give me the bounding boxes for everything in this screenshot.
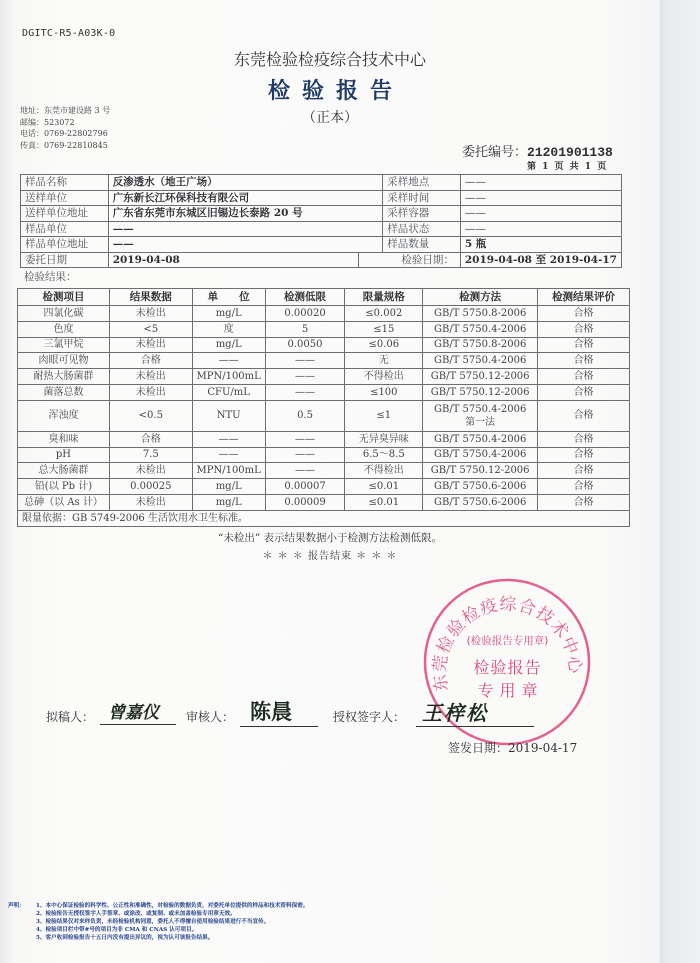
info-row	[21, 252, 622, 268]
commission-number-label: 委托编号：	[462, 145, 528, 160]
cell-unit: NTU	[192, 400, 265, 431]
info-row	[21, 190, 622, 206]
contact-postcode: 邮编：523072	[20, 117, 75, 127]
cell-verdict: 合格	[538, 321, 630, 337]
report-title: 检验报告	[267, 79, 404, 104]
sample-quantity-value: 5 瓶	[460, 237, 621, 253]
cell-limit: ≤100	[345, 384, 423, 400]
contact-phone: 电话：0769-22802796	[20, 129, 108, 138]
cell-lod: 0.00020	[265, 306, 345, 322]
cell-result: 合格	[109, 431, 192, 447]
organization-name: 东莞检验检疫综合技术中心	[233, 50, 426, 69]
sampling-container-value: ——	[460, 206, 621, 222]
cell-lod: ——	[265, 463, 345, 479]
cell-item: 色度	[18, 321, 110, 337]
test-date-label: 检验日期：	[359, 252, 460, 268]
sampling-time-value: ——	[460, 190, 621, 206]
table-row	[18, 306, 630, 322]
contact-block	[20, 105, 110, 151]
cell-result: 未检出	[109, 463, 192, 479]
reviewer-label: 审核人：	[186, 710, 235, 724]
sampling-container-label: 采样容器	[383, 206, 461, 222]
column-header-lod: 检测低限	[265, 289, 345, 306]
commission-number: 21201901138	[527, 145, 613, 160]
cell-limit: 不得检出	[345, 369, 423, 385]
cell-result: 未检出	[109, 384, 192, 400]
column-header-unit: 单 位	[192, 289, 265, 306]
limit-basis: 限量依据：GB 5749-2006 生活饮用水卫生标准。	[18, 510, 630, 526]
cell-unit: ——	[192, 353, 265, 369]
table-row	[18, 447, 630, 463]
cell-method: GB/T 5750.4-2006	[423, 353, 538, 369]
cell-unit: MPN/100mL	[192, 369, 265, 385]
issue-date-value: 2019-04-17	[508, 741, 578, 755]
sample-state-label: 样品状态	[383, 221, 461, 237]
cell-verdict: 合格	[538, 431, 630, 447]
drafter-label: 拟稿人：	[46, 710, 95, 724]
limit-basis-row	[18, 510, 630, 526]
cell-unit: ——	[192, 431, 265, 447]
column-header-limit: 限量规格	[345, 289, 423, 306]
cell-limit: ≤0.06	[345, 337, 423, 353]
cell-method: GB/T 5750.12-2006	[423, 463, 538, 479]
results-header-row	[18, 289, 630, 306]
cell-limit: ≤0.002	[345, 306, 423, 322]
cell-lod: 0.00009	[265, 494, 345, 510]
cell-lod: 0.00007	[265, 479, 345, 495]
sampling-time-label: 采样时间	[383, 190, 461, 206]
sender-value: 广东新长江环保科技有限公司	[108, 190, 383, 206]
cell-item: 铅(以 Pb 计)	[18, 479, 110, 495]
cell-method: GB/T 5750.12-2006	[423, 384, 538, 400]
table-row	[18, 463, 630, 479]
cell-item: 耐热大肠菌群	[18, 369, 110, 385]
cell-method: GB/T 5750.8-2006	[423, 337, 538, 353]
cell-verdict: 合格	[538, 337, 630, 353]
sender-address-label: 送样单位地址	[21, 206, 109, 222]
report-end-marker: ＊ ＊ ＊ 报告结束 ＊ ＊ ＊	[262, 551, 398, 562]
results-section-label: 检验结果：	[24, 271, 77, 283]
column-header-method: 检测方法	[423, 289, 538, 306]
cell-limit: ≤0.01	[345, 494, 423, 510]
cell-method: GB/T 5750.6-2006	[423, 479, 538, 495]
cell-limit: ≤0.01	[345, 479, 423, 495]
sample-state-value: ——	[460, 221, 621, 237]
info-row	[21, 175, 622, 191]
sample-name-label: 样品名称	[21, 175, 109, 191]
table-row	[18, 400, 630, 431]
seal-center-line1: 检验报告	[473, 658, 542, 677]
cell-verdict: 合格	[538, 369, 630, 385]
disclaimer-label: 声明：	[8, 903, 25, 909]
cell-unit: MPN/100mL	[192, 463, 265, 479]
cell-item: 四氯化碳	[18, 306, 110, 322]
cell-item: 菌落总数	[18, 384, 110, 400]
issue-date-label: 签发日期：	[448, 741, 509, 755]
cell-method: GB/T 5750.4-2006	[423, 447, 538, 463]
table-row	[18, 431, 630, 447]
drafter-signature: 曾嘉仪	[108, 703, 159, 723]
cell-lod: 0.5	[265, 400, 345, 431]
cell-lod: ——	[265, 431, 345, 447]
column-header-verdict: 检测结果评价	[538, 289, 630, 306]
cell-item: 浑浊度	[18, 400, 110, 431]
cell-item: 总大肠菌群	[18, 463, 110, 479]
cell-method: GB/T 5750.4-2006	[423, 431, 538, 447]
cell-lod: ——	[265, 369, 345, 385]
cell-method: GB/T 5750.12-2006	[423, 369, 538, 385]
cell-unit: CFU/mL	[192, 384, 265, 400]
cell-verdict: 合格	[538, 400, 630, 431]
cell-method-line2: 第一法	[465, 416, 496, 428]
cell-result: 0.00025	[109, 479, 192, 495]
cell-verdict: 合格	[538, 494, 630, 510]
cell-verdict: 合格	[538, 463, 630, 479]
disclaimer-item: 5、客户收到检验报告十五日内没有提出异议的，视为认可该报告结果。	[36, 935, 214, 941]
disclaimer-item: 2、检验报告无授权签字人手签章、或涂改、或复制、或未加盖检验专用章无效。	[36, 911, 236, 917]
cell-item: 臭和味	[18, 431, 110, 447]
cell-verdict: 合格	[538, 479, 630, 495]
cell-unit: mg/L	[192, 306, 265, 322]
authorizer-label: 授权签字人：	[333, 710, 406, 724]
commission-date-value: 2019-04-08	[108, 252, 359, 268]
cell-limit: 无异臭异味	[345, 431, 423, 447]
cell-result: 未检出	[109, 369, 192, 385]
cell-limit: 不得检出	[345, 463, 423, 479]
sampling-location-value: ——	[460, 175, 621, 191]
sample-info-table	[20, 174, 622, 268]
sample-unit-address-label: 样品单位地址	[21, 237, 109, 253]
disclaimer-item: 4、检验项目栏中带#号的项目为非 CMA 和 CNAS 认可项目。	[36, 927, 198, 933]
table-row	[18, 337, 630, 353]
column-header-result: 结果数据	[109, 289, 192, 306]
cell-unit: mg/L	[192, 494, 265, 510]
info-row	[21, 206, 622, 222]
seal-center-line2: 专用章	[477, 681, 544, 700]
cell-method-line1: GB/T 5750.4-2006	[433, 403, 527, 415]
cell-verdict: 合格	[538, 447, 630, 463]
sender-address-value: 广东省东莞市东城区旧锡边长泰路 20 号	[108, 206, 383, 222]
authorizer-signature-line	[416, 726, 534, 727]
cell-verdict: 合格	[538, 306, 630, 322]
commission-number-block	[462, 141, 613, 160]
disclaimer-item: 3、检验结果仅对来样负责，未经检验机构同意，委托人不得擅自使用检验结果进行不当宣传。	[36, 919, 270, 925]
info-row	[21, 237, 622, 253]
sample-unit-value: ——	[108, 221, 383, 237]
not-detected-note: “未检出” 表示结果数据小于检测方法检测低限。	[217, 532, 443, 544]
cell-result: <5	[109, 321, 192, 337]
table-row	[18, 321, 630, 337]
paper-edge	[660, 0, 700, 963]
cell-unit: ——	[192, 447, 265, 463]
column-header-item: 检测项目	[18, 289, 110, 306]
cell-limit: ≤15	[345, 321, 423, 337]
info-row	[21, 221, 622, 237]
cell-lod: ——	[265, 384, 345, 400]
cell-unit: mg/L	[192, 479, 265, 495]
cell-unit: 度	[192, 321, 265, 337]
cell-lod: ——	[265, 353, 345, 369]
sender-label: 送样单位	[21, 190, 109, 206]
disclaimer	[8, 902, 308, 942]
drafter-signature-line	[100, 724, 176, 725]
test-date-value: 2019-04-08 至 2019-04-17	[460, 252, 621, 268]
cell-result: 未检出	[109, 306, 192, 322]
cell-limit: 6.5～8.5	[345, 447, 423, 463]
cell-result: 7.5	[109, 447, 192, 463]
sampling-location-label: 采样地点	[383, 175, 461, 191]
cell-lod: 5	[265, 321, 345, 337]
cell-item: 总砷（以 As 计）	[18, 494, 110, 510]
results-table	[17, 288, 630, 527]
cell-item: pH	[18, 447, 110, 463]
page-indicator: 第 1 页 共 1 页	[527, 162, 608, 172]
cell-method: GB/T 5750.8-2006	[423, 306, 538, 322]
sample-name-value: 反渗透水（地王广场）	[108, 175, 383, 191]
table-row	[18, 369, 630, 385]
cell-verdict: 合格	[538, 353, 630, 369]
authorizer-signature: 王梓松	[422, 701, 488, 725]
table-row	[18, 479, 630, 495]
original-copy-label: （正本）	[302, 110, 358, 126]
cell-lod: ——	[265, 447, 345, 463]
cell-limit: 无	[345, 353, 423, 369]
cell-lod: 0.0050	[265, 337, 345, 353]
cell-verdict: 合格	[538, 384, 630, 400]
contact-address: 地址：东莞市建设路 3 号	[20, 106, 111, 115]
table-row	[18, 384, 630, 400]
issue-date	[448, 739, 577, 756]
table-row	[18, 494, 630, 510]
cell-result: <0.5	[109, 400, 192, 431]
table-row	[18, 353, 630, 369]
reviewer-signature: 陈晨	[250, 699, 292, 724]
cell-method: GB/T 5750.4-2006	[423, 321, 538, 337]
disclaimer-item: 1、本中心保证检验的科学性、公正性和准确性，对检验的数据负责，对委托单位提供的样品和技术资料保密。	[36, 903, 309, 909]
document-code: DGITC-R5-A03K-0	[22, 28, 116, 39]
cell-item: 三氯甲烷	[18, 337, 110, 353]
cell-limit: ≤1	[345, 400, 423, 431]
cell-method: GB/T 5750.6-2006	[423, 494, 538, 510]
commission-date-label: 委托日期	[21, 252, 109, 268]
contact-fax: 传真：0769-22810845	[20, 140, 108, 150]
cell-result: 未检出	[109, 494, 192, 510]
sample-unit-address-value: ——	[108, 237, 383, 253]
reviewer-signature-line	[240, 726, 318, 727]
cell-unit: mg/L	[192, 337, 265, 353]
cell-item: 肉眼可见物	[18, 353, 110, 369]
cell-result: 未检出	[109, 337, 192, 353]
seal-inner-top-text: (检验报告专用章)	[466, 635, 549, 647]
cell-result: 合格	[109, 353, 192, 369]
sample-quantity-label: 样品数量	[383, 237, 461, 253]
sample-unit-label: 样品单位	[21, 221, 109, 237]
svg-text:东莞检验检疫综合技术中心: 东莞检验检疫综合技术中心	[429, 594, 586, 693]
cell-method	[423, 400, 538, 431]
